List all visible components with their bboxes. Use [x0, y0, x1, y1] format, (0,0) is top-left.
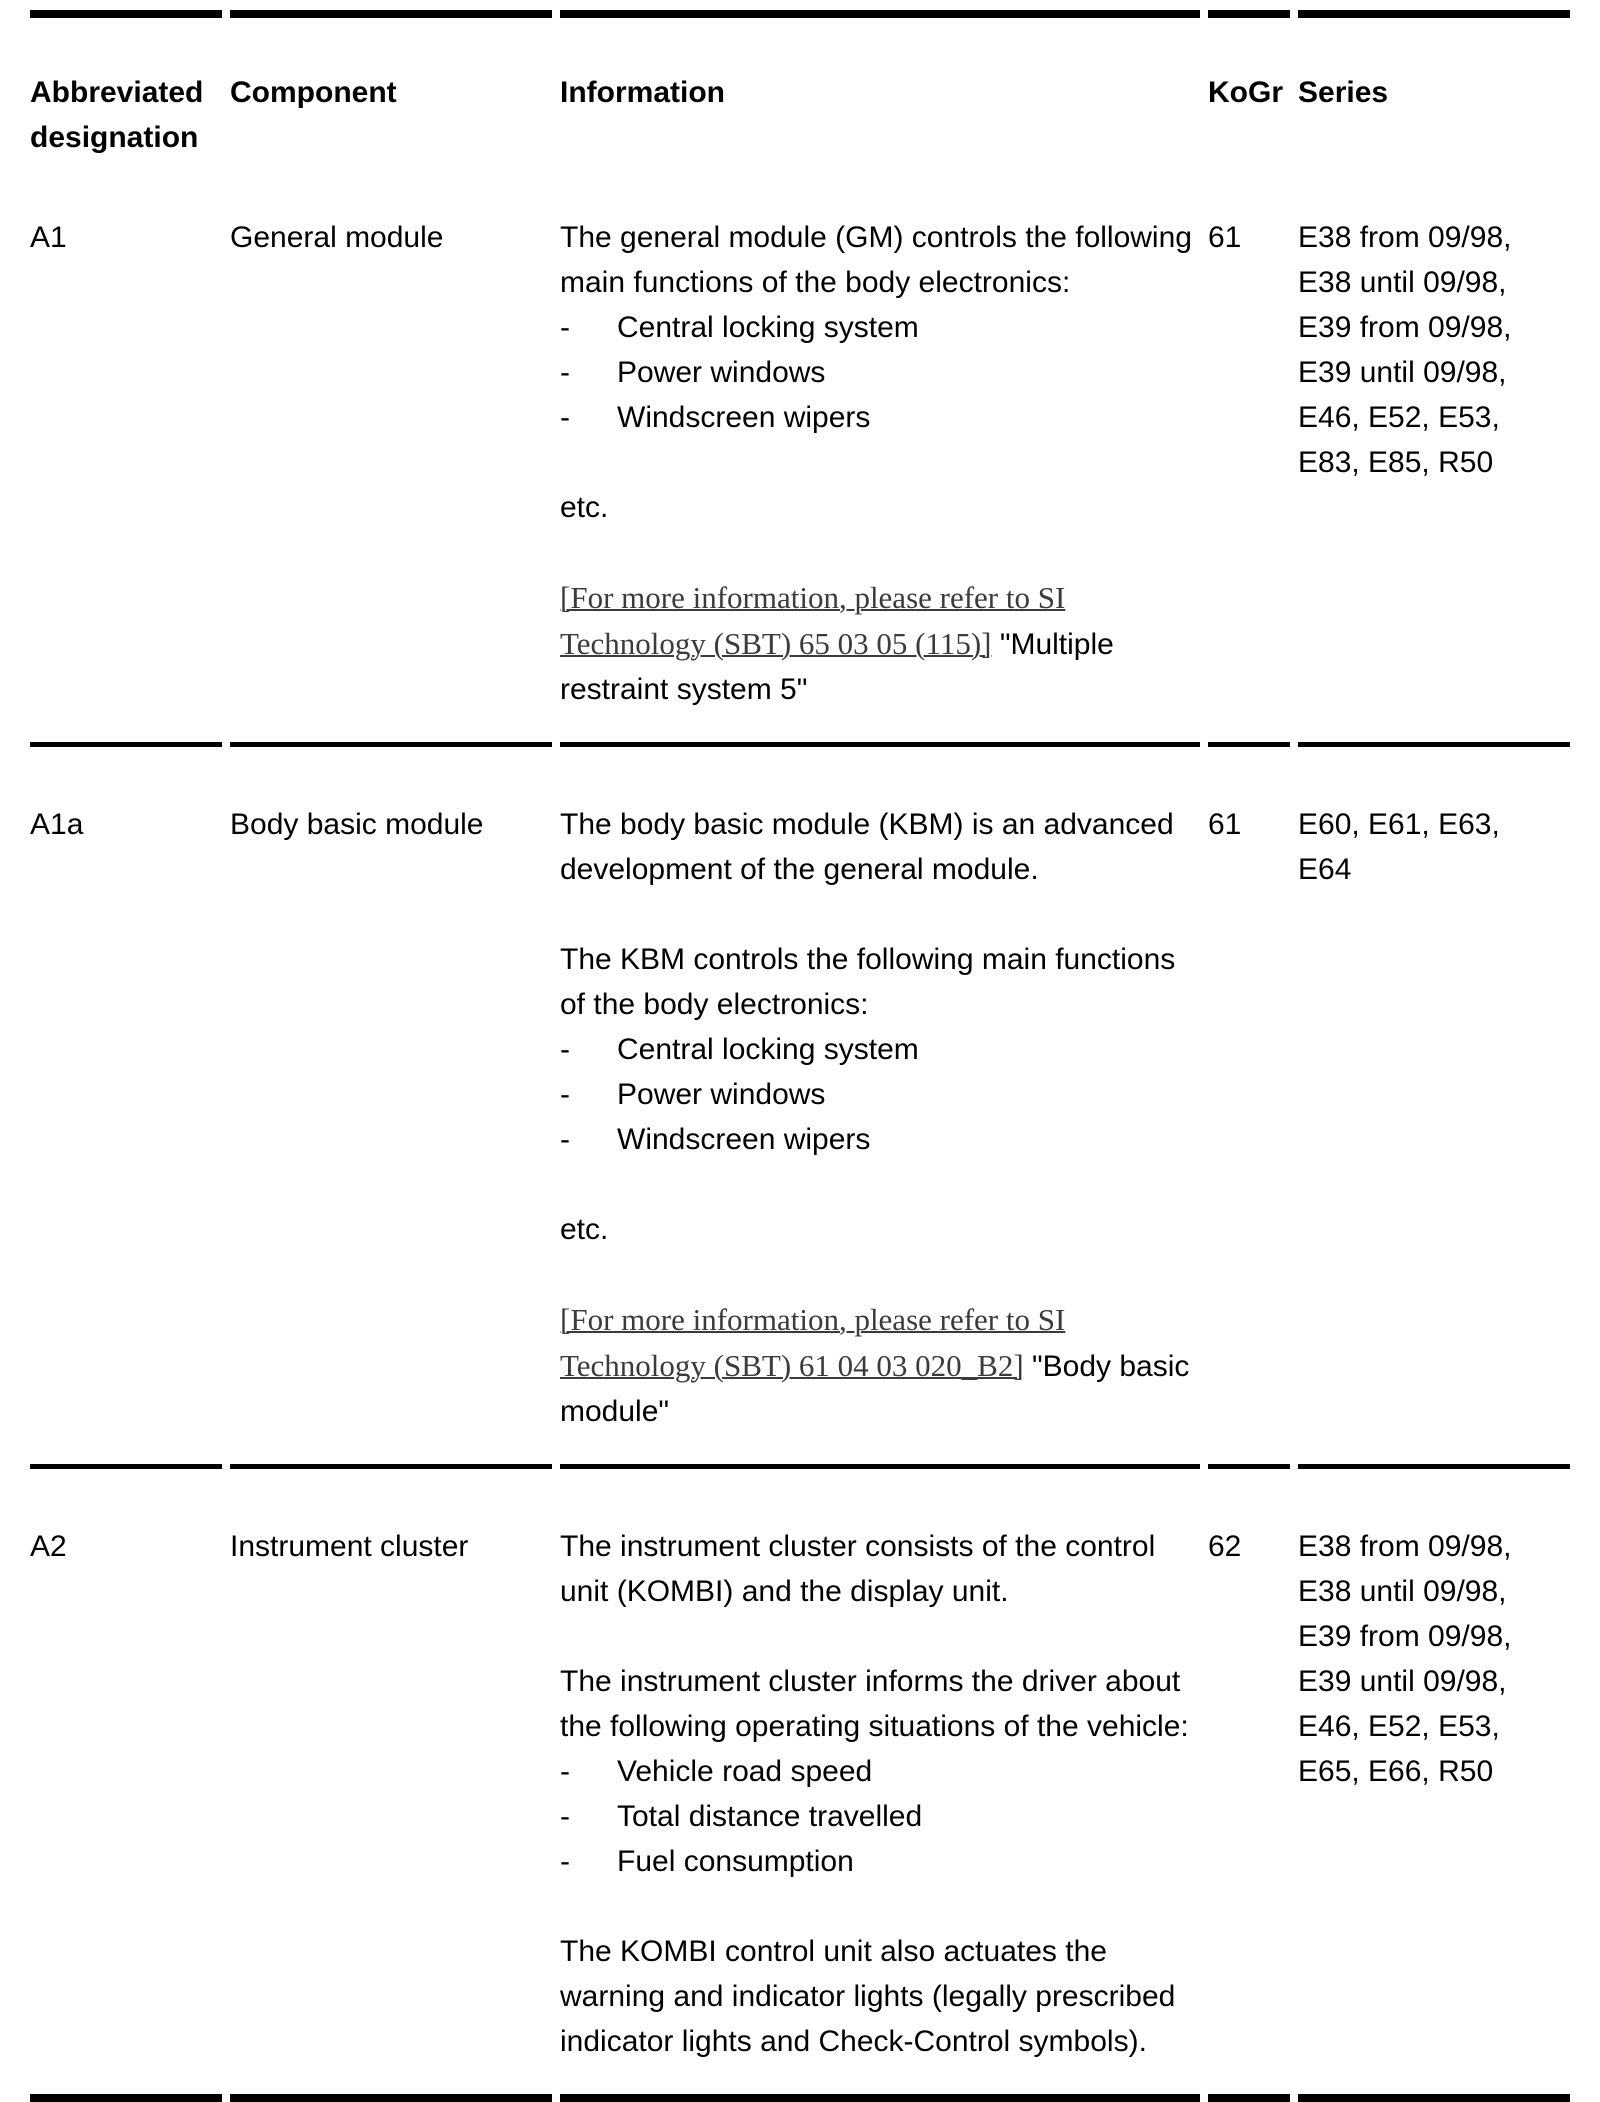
info-bullet-item: - Power windows	[560, 1072, 1200, 1117]
info-paragraph: The KBM controls the following main functions of the body electronics:	[560, 943, 1176, 1021]
series-line: E64	[1298, 853, 1352, 886]
information-cell	[560, 160, 1200, 742]
info-paragraph: The KOMBI control unit also actuates the warning and indicator lights (legally prescribed indicator lights and Check-Control symbols).	[560, 1935, 1176, 2058]
series-line: E38 from 09/98,	[1298, 221, 1512, 254]
series-cell	[1298, 1464, 1570, 2102]
info-paragraph: The instrument cluster consists of the control unit (KOMBI) and the display unit.	[560, 1530, 1156, 1608]
component-table	[22, 10, 1578, 2102]
table-row	[30, 1464, 1570, 2102]
info-bullet-list	[560, 1027, 1200, 1162]
abbreviated-designation-cell: A1	[30, 221, 67, 254]
series-line: E38 until 09/98,	[1298, 266, 1507, 299]
more-information-link[interactable]: [For more information, please refer to SI Technology (SBT) 65 03 05 (115)]	[560, 580, 1066, 661]
column-header-information: Information	[560, 10, 1200, 160]
series-line: E39 from 09/98,	[1298, 311, 1512, 344]
series-line: E39 until 09/98,	[1298, 356, 1507, 389]
information-cell	[560, 742, 1200, 1464]
information-cell	[560, 1464, 1200, 2102]
kogr-cell: 61	[1208, 742, 1290, 1464]
info-bullet-list	[560, 1749, 1200, 1884]
series-line: E39 until 09/98,	[1298, 1665, 1507, 1698]
table-row	[30, 160, 1570, 742]
series-line: E38 until 09/98,	[1298, 1575, 1507, 1608]
column-header-kogr: KoGr	[1208, 10, 1290, 160]
series-line: E38 from 09/98,	[1298, 1530, 1512, 1563]
series-line: E46, E52, E53,	[1298, 1710, 1500, 1743]
table-row	[30, 742, 1570, 1464]
series-line: E60, E61, E63,	[1298, 808, 1500, 841]
info-bullet-item: - Central locking system	[560, 305, 1200, 350]
column-header-component: Component	[230, 10, 552, 160]
component-cell: General module	[230, 221, 444, 254]
info-bullet-list	[560, 305, 1200, 440]
table-header	[30, 10, 1570, 160]
component-cell: Body basic module	[230, 742, 552, 1464]
info-paragraph: The instrument cluster informs the driver about the following operating situations of the vehicle:	[560, 1665, 1189, 1743]
abbreviated-designation-cell: A2	[30, 1464, 222, 2102]
info-paragraph: etc.	[560, 491, 609, 524]
info-bullet-item: - Vehicle road speed	[560, 1749, 1200, 1794]
series-cell	[1298, 160, 1570, 742]
series-line: E65, E66, R50	[1298, 1755, 1494, 1788]
info-bullet-item: - Windscreen wipers	[560, 395, 1200, 440]
more-information-link[interactable]: [For more information, please refer to SI Technology (SBT) 61 04 03 020_B2]	[560, 1302, 1066, 1383]
info-bullet-item: - Power windows	[560, 350, 1200, 395]
table-body	[30, 160, 1570, 2102]
kogr-cell: 62	[1208, 1464, 1290, 2102]
component-cell: Instrument cluster	[230, 1464, 552, 2102]
series-cell	[1298, 742, 1570, 1464]
column-header-series: Series	[1298, 10, 1570, 160]
link-suffix-text: "Body basic module"	[560, 1350, 1190, 1428]
link-suffix-text: "Multiple restraint system 5"	[560, 628, 1114, 706]
info-bullet-item: - Fuel consumption	[560, 1839, 1200, 1884]
info-link-paragraph	[560, 1297, 1200, 1434]
kogr-cell: 61	[1208, 221, 1242, 254]
info-bullet-item: - Total distance travelled	[560, 1794, 1200, 1839]
abbreviated-designation-cell: A1a	[30, 742, 222, 1464]
info-paragraph: etc.	[560, 1213, 609, 1246]
info-bullet-item: - Windscreen wipers	[560, 1117, 1200, 1162]
info-paragraph: The body basic module (KBM) is an advanced development of the general module.	[560, 808, 1174, 886]
header-row	[30, 10, 1570, 160]
series-line: E46, E52, E53,	[1298, 401, 1500, 434]
series-line: E39 from 09/98,	[1298, 1620, 1512, 1653]
info-link-paragraph	[560, 575, 1200, 712]
column-header-abbreviated-designation: Abbreviated designation	[30, 10, 222, 160]
series-line: E83, E85, R50	[1298, 446, 1494, 479]
info-paragraph: The general module (GM) controls the following main functions of the body electronics:	[560, 221, 1192, 299]
info-bullet-item: - Central locking system	[560, 1027, 1200, 1072]
